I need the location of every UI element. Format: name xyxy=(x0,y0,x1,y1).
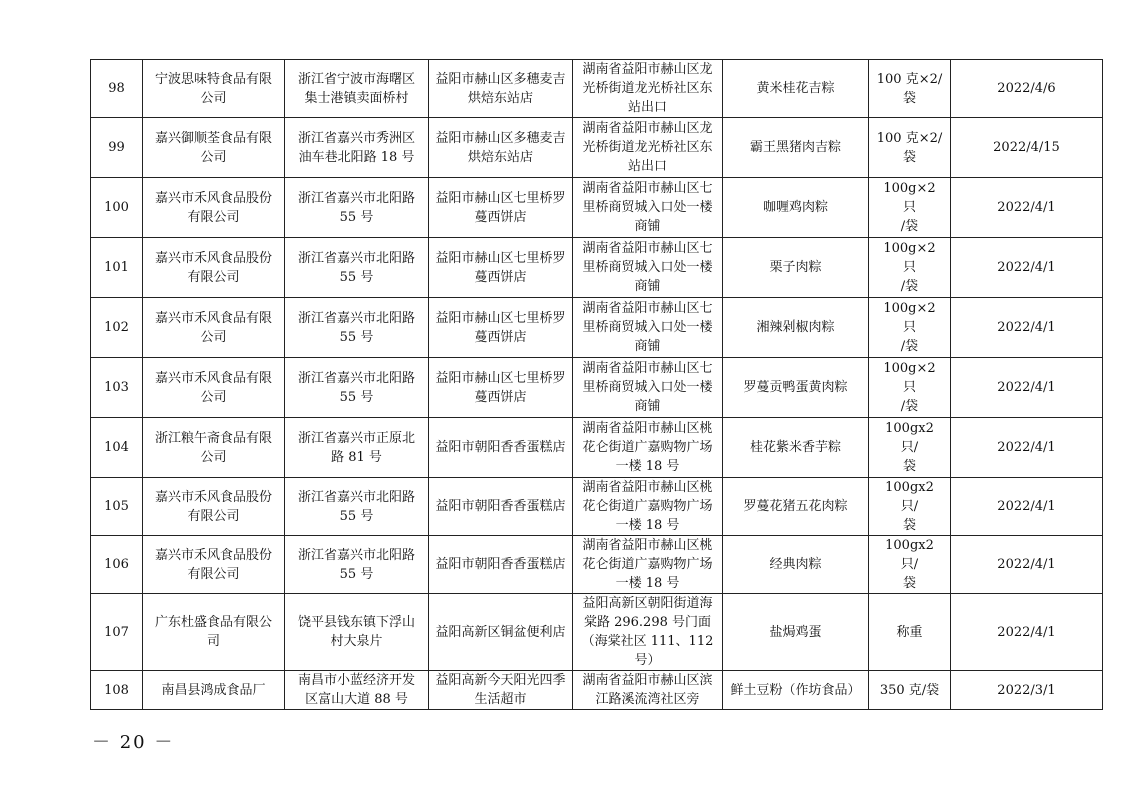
seller-name: 益阳高新区铜盆便利店 xyxy=(429,594,573,671)
production-date: 2022/4/1 xyxy=(951,478,1103,536)
seller-name: 益阳市朝阳香香蛋糕店 xyxy=(429,418,573,478)
product-name: 湘辣剁椒肉粽 xyxy=(723,298,869,358)
product-spec: 称重 xyxy=(869,594,951,671)
seller-address: 湖南省益阳市赫山区龙 光桥街道龙光桥社区东 站出口 xyxy=(573,118,723,178)
producer-address: 浙江省嘉兴市秀洲区 油车巷北阳路 18 号 xyxy=(285,118,429,178)
row-number: 107 xyxy=(91,594,143,671)
product-name: 鲜土豆粉（作坊食品） xyxy=(723,671,869,710)
seller-name: 益阳市朝阳香香蛋糕店 xyxy=(429,478,573,536)
row-number: 103 xyxy=(91,358,143,418)
seller-address: 湖南省益阳市赫山区七 里桥商贸城入口处一楼 商铺 xyxy=(573,238,723,298)
seller-address: 湖南省益阳市赫山区龙 光桥街道龙光桥社区东 站出口 xyxy=(573,60,723,118)
seller-name: 益阳市赫山区多穗麦吉 烘焙东站店 xyxy=(429,118,573,178)
table-row xyxy=(91,178,1103,238)
row-number: 102 xyxy=(91,298,143,358)
table-row xyxy=(91,536,1103,594)
product-spec: 100gx2 只/ 袋 xyxy=(869,536,951,594)
production-date: 2022/4/1 xyxy=(951,358,1103,418)
seller-address: 湖南省益阳市赫山区桃 花仑街道广嘉购物广场 一楼 18 号 xyxy=(573,478,723,536)
product-name: 黄米桂花吉粽 xyxy=(723,60,869,118)
table-row xyxy=(91,60,1103,118)
table-row xyxy=(91,238,1103,298)
product-name: 经典肉粽 xyxy=(723,536,869,594)
table-row xyxy=(91,118,1103,178)
producer-address: 浙江省宁波市海曙区 集士港镇卖面桥村 xyxy=(285,60,429,118)
table-row xyxy=(91,358,1103,418)
row-number: 99 xyxy=(91,118,143,178)
seller-address: 湖南省益阳市赫山区七 里桥商贸城入口处一楼 商铺 xyxy=(573,178,723,238)
product-spec: 100gx2 只/ 袋 xyxy=(869,478,951,536)
production-date: 2022/4/1 xyxy=(951,594,1103,671)
producer-name: 广东杜盛食品有限公 司 xyxy=(143,594,285,671)
seller-name: 益阳市赫山区多穗麦吉 烘焙东站店 xyxy=(429,60,573,118)
producer-address: 饶平县钱东镇下浮山 村大泉片 xyxy=(285,594,429,671)
producer-name: 嘉兴市禾风食品股份 有限公司 xyxy=(143,178,285,238)
production-date: 2022/4/1 xyxy=(951,178,1103,238)
seller-address: 湖南省益阳市赫山区桃 花仑街道广嘉购物广场 一楼 18 号 xyxy=(573,536,723,594)
product-spec: 100g×2 只 /袋 xyxy=(869,298,951,358)
seller-name: 益阳市赫山区七里桥罗 蔓西饼店 xyxy=(429,238,573,298)
row-number: 106 xyxy=(91,536,143,594)
seller-name: 益阳市赫山区七里桥罗 蔓西饼店 xyxy=(429,358,573,418)
production-date: 2022/4/1 xyxy=(951,298,1103,358)
producer-name: 嘉兴御顺荃食品有限 公司 xyxy=(143,118,285,178)
row-number: 101 xyxy=(91,238,143,298)
seller-address: 湖南省益阳市赫山区桃 花仑街道广嘉购物广场 一楼 18 号 xyxy=(573,418,723,478)
production-date: 2022/4/1 xyxy=(951,238,1103,298)
production-date: 2022/3/1 xyxy=(951,671,1103,710)
producer-address: 浙江省嘉兴市北阳路 55 号 xyxy=(285,238,429,298)
production-date: 2022/4/1 xyxy=(951,536,1103,594)
producer-name: 宁波思味特食品有限 公司 xyxy=(143,60,285,118)
product-spec: 100 克×2/ 袋 xyxy=(869,60,951,118)
product-spec: 100 克×2/ 袋 xyxy=(869,118,951,178)
producer-address: 浙江省嘉兴市北阳路 55 号 xyxy=(285,536,429,594)
seller-name: 益阳高新今天阳光四季 生活超市 xyxy=(429,671,573,710)
row-number: 105 xyxy=(91,478,143,536)
product-spec: 100gx2 只/ 袋 xyxy=(869,418,951,478)
product-name: 咖喱鸡肉粽 xyxy=(723,178,869,238)
table-row xyxy=(91,594,1103,671)
inspection-table xyxy=(90,59,1103,710)
seller-address: 益阳高新区朝阳街道海 棠路 296.298 号门面 （海棠社区 111、112 号） xyxy=(573,594,723,671)
product-name: 盐焗鸡蛋 xyxy=(723,594,869,671)
product-name: 罗蔓贡鸭蛋黄肉粽 xyxy=(723,358,869,418)
product-spec: 100g×2 只 /袋 xyxy=(869,238,951,298)
table-row xyxy=(91,671,1103,710)
producer-name: 嘉兴市禾风食品股份 有限公司 xyxy=(143,536,285,594)
producer-name: 嘉兴市禾风食品股份 有限公司 xyxy=(143,238,285,298)
seller-name: 益阳市赫山区七里桥罗 蔓西饼店 xyxy=(429,178,573,238)
row-number: 98 xyxy=(91,60,143,118)
product-name: 罗蔓花猪五花肉粽 xyxy=(723,478,869,536)
producer-name: 嘉兴市禾风食品有限 公司 xyxy=(143,358,285,418)
production-date: 2022/4/6 xyxy=(951,60,1103,118)
table-row xyxy=(91,418,1103,478)
product-name: 栗子肉粽 xyxy=(723,238,869,298)
table-row xyxy=(91,298,1103,358)
producer-name: 嘉兴市禾风食品股份 有限公司 xyxy=(143,478,285,536)
producer-address: 浙江省嘉兴市北阳路 55 号 xyxy=(285,298,429,358)
table-body xyxy=(91,60,1103,710)
producer-address: 浙江省嘉兴市北阳路 55 号 xyxy=(285,178,429,238)
row-number: 104 xyxy=(91,418,143,478)
seller-name: 益阳市朝阳香香蛋糕店 xyxy=(429,536,573,594)
producer-address: 浙江省嘉兴市正原北 路 81 号 xyxy=(285,418,429,478)
production-date: 2022/4/15 xyxy=(951,118,1103,178)
product-spec: 100g×2 只 /袋 xyxy=(869,358,951,418)
product-name: 霸王黑猪肉吉粽 xyxy=(723,118,869,178)
producer-address: 南昌市小蓝经济开发 区富山大道 88 号 xyxy=(285,671,429,710)
table-row xyxy=(91,478,1103,536)
seller-name: 益阳市赫山区七里桥罗 蔓西饼店 xyxy=(429,298,573,358)
page-number: － 20 － xyxy=(92,732,175,753)
producer-name: 南昌县鸿成食品厂 xyxy=(143,671,285,710)
product-spec: 100g×2 只 /袋 xyxy=(869,178,951,238)
seller-address: 湖南省益阳市赫山区滨 江路溪流湾社区旁 xyxy=(573,671,723,710)
producer-address: 浙江省嘉兴市北阳路 55 号 xyxy=(285,358,429,418)
product-spec: 350 克/袋 xyxy=(869,671,951,710)
seller-address: 湖南省益阳市赫山区七 里桥商贸城入口处一楼 商铺 xyxy=(573,358,723,418)
producer-name: 浙江粮午斋食品有限 公司 xyxy=(143,418,285,478)
producer-address: 浙江省嘉兴市北阳路 55 号 xyxy=(285,478,429,536)
producer-name: 嘉兴市禾风食品有限 公司 xyxy=(143,298,285,358)
seller-address: 湖南省益阳市赫山区七 里桥商贸城入口处一楼 商铺 xyxy=(573,298,723,358)
row-number: 100 xyxy=(91,178,143,238)
production-date: 2022/4/1 xyxy=(951,418,1103,478)
product-name: 桂花紫米香芋粽 xyxy=(723,418,869,478)
row-number: 108 xyxy=(91,671,143,710)
